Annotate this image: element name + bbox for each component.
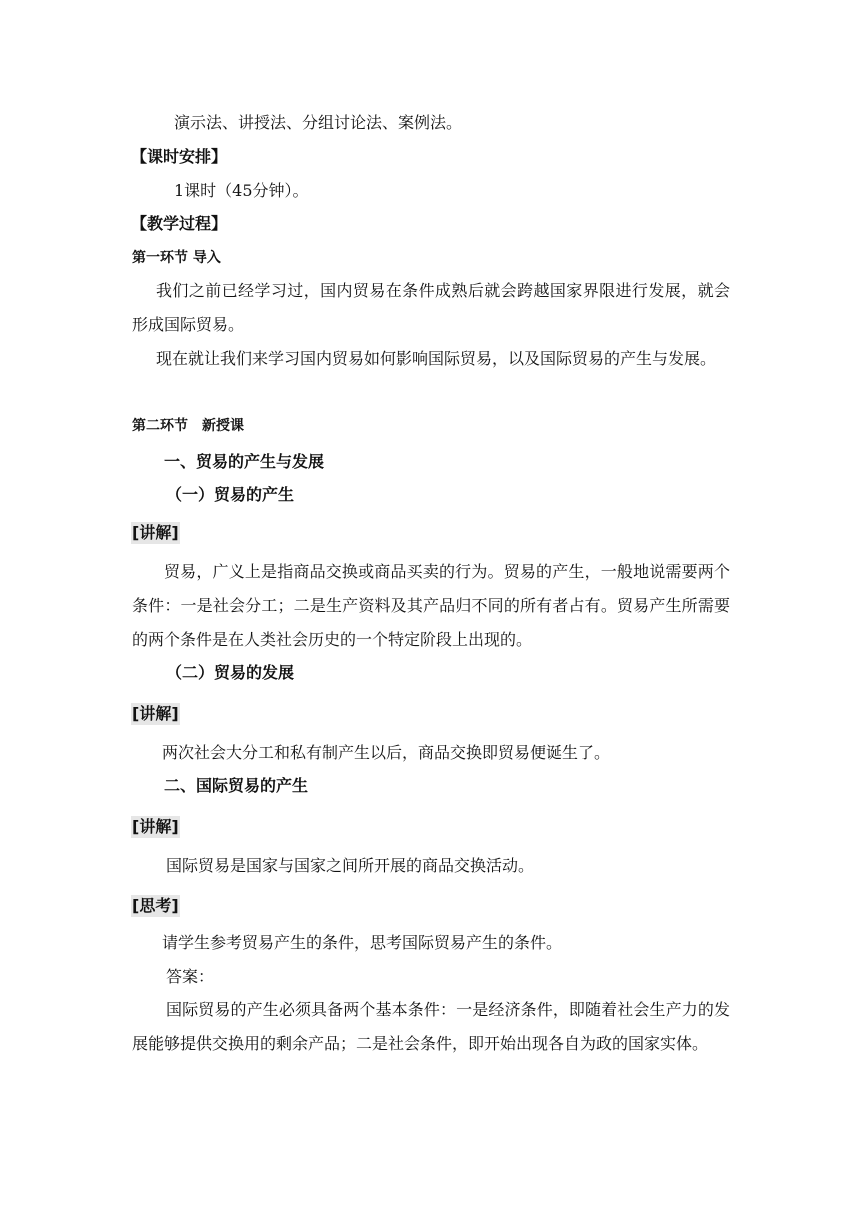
explain-tag: [讲解] [132,817,179,836]
section1-title: 一、贸易的产生与发展 [164,452,325,471]
answer-text: 国际贸易的产生必须具备两个基本条件：一是经济条件，即随着社会生产力的发展能够提供交换用的剩余产品；二是社会条件，即开始出现各自为政的国家实体。 [132,1000,730,1053]
section1-sub2-title: （二）贸易的发展 [166,663,295,682]
schedule-text: 1课时（45分钟）。 [174,181,309,200]
step2-heading: 第二环节 新授课 [132,418,244,434]
think-tag: [思考] [132,896,179,915]
answer-label: 答案： [166,967,215,986]
section1-sub2-text: 两次社会大分工和私有制产生以后，商品交换即贸易便诞生了。 [162,743,611,762]
step1-heading: 第一环节 导入 [132,250,221,266]
section2-title: 二、国际贸易的产生 [164,776,309,795]
step1-paragraph-2: 现在就让我们来学习国内贸易如何影响国际贸易，以及国际贸易的产生与发展。 [156,349,717,368]
schedule-heading: 【课时安排】 [131,147,228,166]
section1-sub1-title: （一）贸易的产生 [166,485,295,504]
process-heading: 【教学过程】 [131,214,228,233]
methods-text: 演示法、讲授法、分组讨论法、案例法。 [174,113,463,132]
section1-sub1-text: 贸易，广义上是指商品交换或商品买卖的行为。贸易的产生，一般地说需要两个条件：一是社会分工；二是生产资料及其产品归不同的所有者占有。贸易产生所需要的两个条件是在人类社会历史的一个特定阶段上出现的。 [132,562,730,649]
explain-tag: [讲解] [132,523,179,542]
explain-tag: [讲解] [132,704,179,723]
section2-text: 国际贸易是国家与国家之间所开展的商品交换活动。 [166,856,535,875]
question-text: 请学生参考贸易产生的条件，思考国际贸易产生的条件。 [162,933,563,952]
step1-paragraph-1: 我们之前已经学习过，国内贸易在条件成熟后就会跨越国家界限进行发展，就会形成国际贸易。 [132,281,730,334]
